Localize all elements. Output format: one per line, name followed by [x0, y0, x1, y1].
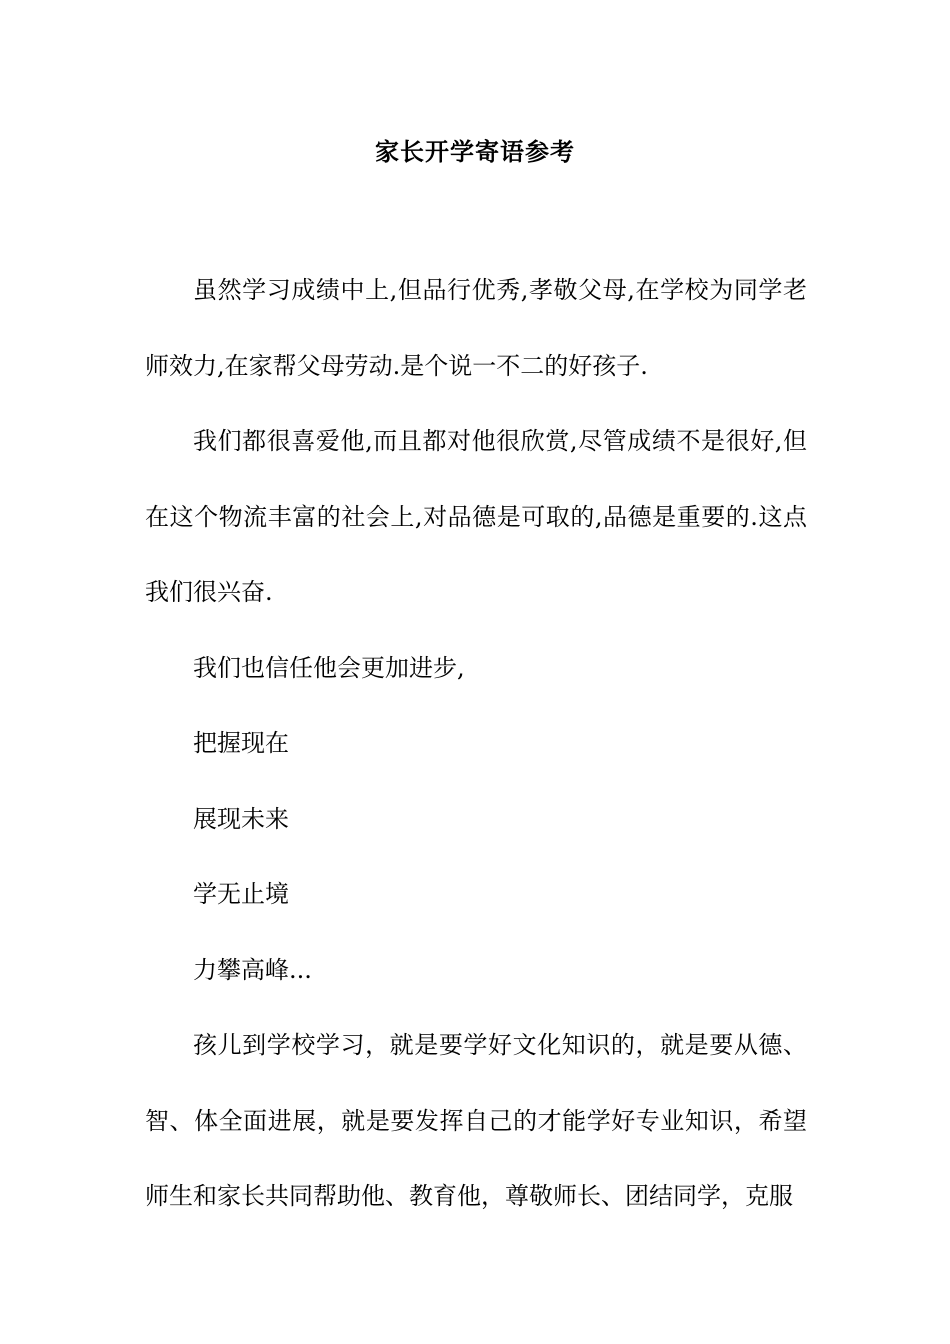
paragraph: 我们都很喜爱他,而且都对他很欣赏,尽管成绩不是很好,但在这个物流丰富的社会上,对品德是可取的,品德是重要的.这点我们很兴奋.	[145, 427, 807, 606]
paragraph: 虽然学习成绩中上,但品行优秀,孝敬父母,在学校为同学老师效力,在家帮父母劳动.是个说一不二的好孩子.	[145, 276, 807, 380]
paragraph: 力攀高峰...	[193, 955, 312, 984]
paragraph: 展现未来	[193, 804, 289, 833]
document-body	[145, 253, 807, 1235]
paragraph: 我们也信任他会更加进步,	[193, 653, 465, 682]
paragraph: 孩儿到学校学习，就是要学好文化知识的，就是要从德、智、体全面进展，就是要发挥自己的才能学好专业知识，希望师生和家长共同帮助他、教育他，尊敬师长、团结同学，克服	[145, 1031, 807, 1210]
paragraph: 把握现在	[193, 729, 289, 757]
paragraph: 学无止境	[193, 880, 289, 908]
document-title: 家长开学寄语参考	[375, 137, 575, 166]
